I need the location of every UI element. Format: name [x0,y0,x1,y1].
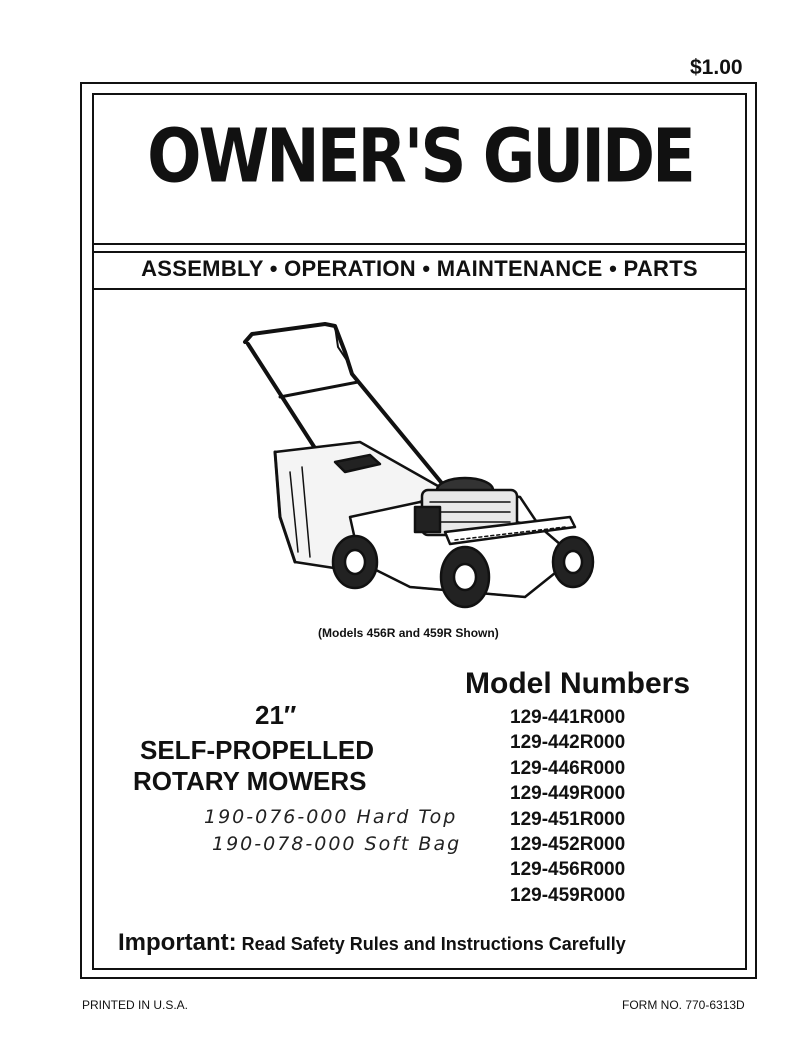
model-number: 129-442R000 [510,732,626,754]
illustration-caption: (Models 456R and 459R Shown) [318,626,499,640]
important-text: Read Safety Rules and Instructions Carefully [241,934,626,954]
model-number: 129-452R000 [510,833,626,855]
lawn-mower-illustration [240,312,610,617]
page-title: OWNER'S GUIDE [147,115,693,201]
handwritten-note: 190-078-000 Soft Bag [212,833,462,855]
model-number: 129-459R000 [510,884,626,906]
model-number: 129-449R000 [510,783,626,805]
product-line-2: ROTARY MOWERS [133,766,367,796]
subtitle: ASSEMBLY • OPERATION • MAINTENANCE • PARTS [141,256,698,281]
mower-size: 21″ [255,700,297,730]
model-numbers-heading: Model Numbers [465,667,691,700]
model-number: 129-441R000 [510,707,626,728]
form-number: FORM NO. 770-6313D [622,998,745,1012]
model-number: 129-451R000 [510,808,626,830]
model-number: 129-456R000 [510,859,626,881]
model-number: 129-446R000 [510,757,626,779]
handwritten-note: 190-076-000 Hard Top [204,806,458,828]
printed-in-label: PRINTED IN U.S.A. [82,998,189,1012]
model-number-list [510,705,625,908]
important-lead: Important: [118,929,237,956]
price-label: $1.00 [690,56,743,79]
important-notice [118,929,626,957]
product-line-1: SELF-PROPELLED [140,735,375,765]
